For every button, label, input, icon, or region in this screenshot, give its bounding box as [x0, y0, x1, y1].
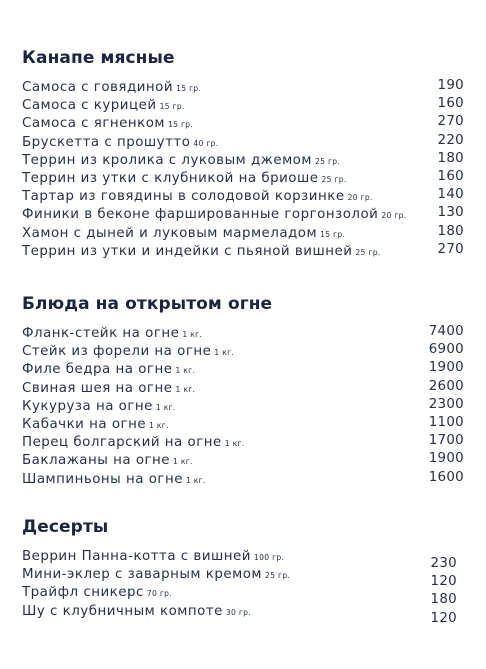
item-price: 180: [437, 150, 464, 166]
item-price: 230: [430, 556, 457, 571]
menu-item: [22, 450, 467, 468]
menu-item: [22, 341, 467, 359]
item-weight: 1 кг.: [175, 366, 196, 376]
item-name: Фланк-стейк на огне: [22, 326, 180, 341]
menu-item: [22, 132, 467, 150]
section-title: Блюда на открытом огне: [22, 294, 273, 314]
item-weight: 1 кг.: [173, 457, 193, 467]
item-name: Самоса с говядиной: [22, 80, 174, 95]
menu-item: [22, 223, 467, 241]
item-weight: 25 гр.: [314, 156, 341, 166]
item-name: Мини-эклер с заварным кремом: [22, 567, 262, 583]
item-name: Веррин Панна-котта с вишней: [22, 549, 251, 564]
menu-item: [22, 414, 467, 432]
item-name: Тартар из говядины в солодовой корзинке: [22, 189, 345, 205]
item-price: 220: [437, 132, 464, 148]
menu-item: [22, 150, 467, 168]
menu-list: [22, 77, 467, 259]
item-weight: 100 гр.: [253, 553, 285, 562]
item-price: 1100: [428, 414, 464, 430]
item-price: 140: [437, 187, 464, 203]
item-price: 180: [437, 223, 464, 239]
item-name: Шу с клубничным компоте: [22, 603, 223, 619]
item-weight: 20 гр.: [381, 211, 407, 221]
menu-item: [22, 469, 467, 487]
item-price: 1600: [428, 469, 464, 485]
item-price: 7400: [428, 324, 464, 339]
menu-item: [22, 432, 467, 450]
item-weight: 1 кг.: [214, 348, 235, 358]
menu-list: [22, 546, 467, 626]
item-weight: 15 гр.: [159, 102, 185, 112]
menu-item: [22, 168, 467, 186]
item-name: Свиная шея на огне: [22, 380, 173, 396]
item-price: 130: [437, 205, 464, 221]
item-price: 1900: [428, 360, 464, 376]
menu-item: [22, 378, 467, 396]
menu-item: [22, 77, 467, 95]
item-name: Хамон с дыней и луковым мармеладом: [22, 225, 318, 241]
item-name: Самоса с курицей: [22, 98, 157, 114]
item-price: 6900: [428, 342, 464, 358]
section-desserts: [22, 517, 467, 626]
menu-item: [22, 396, 467, 414]
menu-item: [22, 241, 467, 259]
item-price: 1900: [428, 451, 464, 467]
item-name: Стейк из форели на огне: [22, 344, 212, 360]
item-name: Филе бедра на огне: [22, 362, 173, 378]
item-weight: 15 гр.: [168, 120, 194, 130]
item-name: Перец болгарский на огне: [22, 435, 222, 451]
item-price: 270: [437, 114, 464, 130]
item-price: 160: [437, 96, 464, 112]
menu-item: [22, 113, 467, 131]
menu-item: [22, 564, 467, 590]
menu-list: [22, 323, 467, 487]
item-name: Кабачки на огне: [22, 416, 147, 432]
item-name: Шампиньоны на огне: [22, 471, 183, 487]
item-weight: 1 кг.: [182, 330, 203, 339]
item-name: Финики в беконе фаршированные горгонзолой: [22, 207, 379, 223]
item-weight: 15 гр.: [320, 229, 346, 239]
item-name: Кукуруза на огне: [22, 398, 153, 414]
item-name: Самоса с ягненком: [22, 116, 166, 132]
item-name: Террин из утки и индейки с пьяной вишней: [22, 243, 353, 259]
item-weight: 25 гр.: [265, 571, 291, 581]
item-weight: 30 гр.: [225, 607, 251, 617]
item-price: 270: [437, 241, 464, 257]
item-weight: 70 гр.: [146, 589, 172, 599]
item-weight: 1 кг.: [155, 402, 176, 412]
item-name: Террин из кролика с луковым джемом: [22, 152, 312, 168]
menu-item: [22, 546, 467, 571]
item-name: Брускетта с прошутто: [22, 134, 191, 150]
item-price: 2300: [428, 396, 464, 412]
menu-item: [22, 359, 467, 377]
item-weight: 40 гр.: [193, 138, 219, 148]
item-name: Баклажаны на огне: [22, 453, 171, 469]
menu-item: [22, 601, 467, 626]
item-weight: 1 кг.: [185, 475, 206, 485]
menu-item: [22, 323, 467, 341]
item-weight: 15 гр.: [176, 84, 202, 93]
menu-item: [22, 582, 467, 608]
item-weight: 25 гр.: [355, 247, 381, 257]
item-weight: 25 гр.: [321, 174, 347, 184]
item-price: 1700: [428, 433, 464, 449]
menu-item: [22, 204, 467, 222]
item-price: 190: [437, 78, 464, 93]
menu-item: [22, 186, 467, 204]
section-open-fire: [22, 294, 467, 487]
item-price: 120: [430, 574, 457, 590]
section-title: Канапе мясные: [22, 48, 175, 68]
item-weight: 20 гр.: [347, 193, 373, 203]
item-weight: 1 кг.: [149, 420, 169, 430]
item-price: 160: [437, 168, 464, 184]
item-price: 180: [430, 592, 457, 608]
item-price: 120: [430, 610, 457, 626]
section-canape: [22, 48, 467, 259]
section-title: Десерты: [22, 517, 109, 537]
menu-item: [22, 95, 467, 113]
item-price: 2600: [428, 378, 464, 394]
item-name: Террин из утки с клубникой на бриоше: [22, 170, 319, 186]
item-weight: 1 кг.: [224, 439, 245, 449]
item-weight: 1 кг.: [175, 384, 196, 394]
item-name: Трайфл сникерс: [22, 585, 144, 601]
